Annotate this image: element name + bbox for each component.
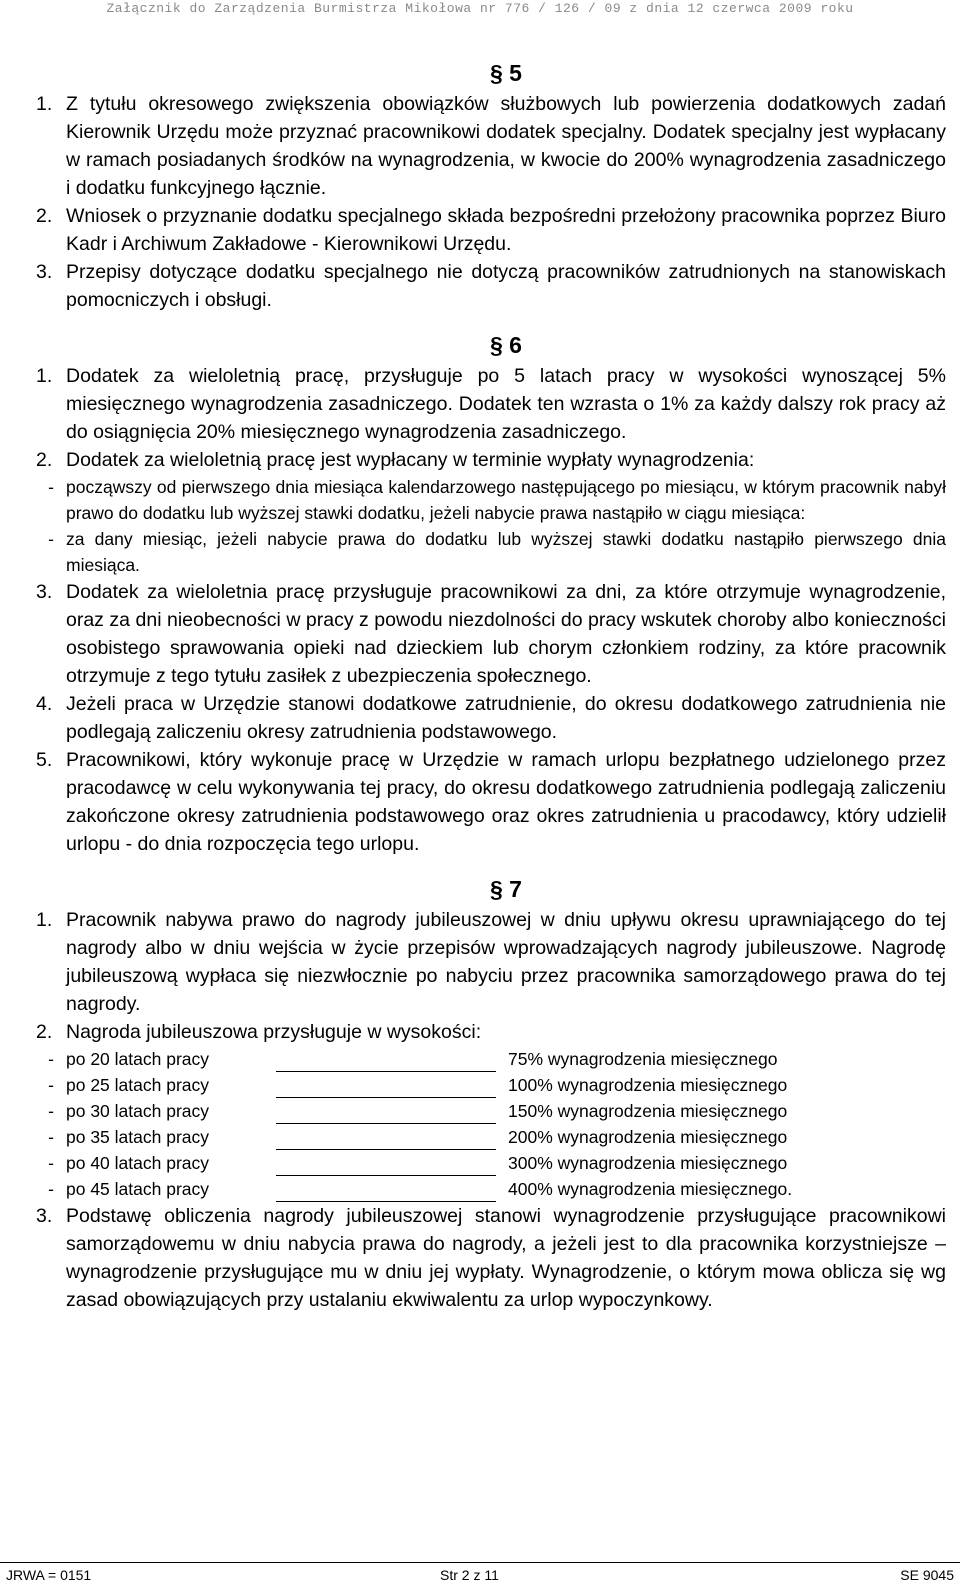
dash-marker: - <box>48 477 54 497</box>
paragraph-number: 1. <box>36 909 53 931</box>
paragraph-number: 4. <box>36 693 53 715</box>
document-footer <box>0 1562 960 1586</box>
dash-marker: - <box>48 529 54 549</box>
tier-label: po 45 latach pracy <box>66 1179 210 1199</box>
paragraph-number: 1. <box>36 365 53 387</box>
paragraph <box>36 362 946 446</box>
paragraph-text: Pracownikowi, który wykonuje pracę w Urzędzie w ramach urlopu bezpłatnego udzielonego przez pracodawcę w celu wykonywania tej pracy, do okresu dodatkowego zatrudnienia podlegają zaliczeniu zakończone okresy zatrudnienia podstawowego oraz okres zatrudnienia u pracodawcy, który udzielił urlopu - do dnia rozpoczęcia tego urlopu. <box>66 749 946 855</box>
paragraph <box>36 258 946 314</box>
paragraph-text: Dodatek za wieloletnia pracę przysługuje pracownikowi za dni, za które otrzymuje wynagrodzenie, oraz za dni nieobecności w pracy z powodu niezdolności do pracy wskutek choroby albo konieczności osobistego sprawowania opieki nad dzieckiem lub chorym członkiem rodziny, za które pracownik otrzymuje z tego tytułu zasiłek z ubezpieczenia społecznego. <box>66 581 946 687</box>
dash-marker: - <box>48 1049 54 1069</box>
paragraph <box>36 906 946 1018</box>
tier-value: 75% wynagrodzenia miesięcznego <box>508 1049 778 1069</box>
paragraph-text: Dodatek za wieloletnią pracę, przysługuje po 5 latach pracy w wysokości wynoszącej 5% miesięcznego wynagrodzenia zasadniczego. Dodatek ten wzrasta o 1% za każdy dalszy rok pracy aż do osiągnięcia 20% miesięcznego wynagrodzenia zasadniczego. <box>66 365 946 443</box>
paragraph <box>36 1202 946 1314</box>
section-title: § 7 <box>490 876 522 902</box>
footer-code: SE 9045 <box>900 1567 954 1583</box>
document-header: Załącznik do Zarządzenia Burmistrza Mikołowa nr 776 / 126 / 09 z dnia 12 czerwca 2009 roku <box>106 1 854 16</box>
paragraph-number: 2. <box>36 1021 53 1043</box>
dash-marker: - <box>48 1153 54 1173</box>
paragraph-text: Nagroda jubileuszowa przysługuje w wysokości: <box>66 1021 482 1043</box>
tier-label: po 30 latach pracy <box>66 1101 210 1121</box>
tier-label: po 25 latach pracy <box>66 1075 210 1095</box>
paragraph <box>36 446 946 474</box>
dash-marker: - <box>48 1101 54 1121</box>
paragraph-text: Z tytułu okresowego zwiększenia obowiązków służbowych lub powierzenia dodatkowych zadań Kierownik Urzędu może przyznać pracownikowi dodatek specjalny. Dodatek specjalny jest wypłacany w ramach posiadanych środków na wynagrodzenia, w kwocie do 200% wynagrodzenia zasadniczego i dodatku funkcyjnego łącznie. <box>66 93 946 199</box>
footer-jrwa: JRWA = 0151 <box>6 1567 92 1583</box>
sub-item <box>36 474 946 526</box>
paragraph-text: Wniosek o przyznanie dodatku specjalnego składa bezpośredni przełożony pracownika poprzez Biuro Kadr i Archiwum Zakładowe - Kierownikowi Urzędu. <box>66 205 946 255</box>
paragraph <box>36 690 946 746</box>
dash-marker: - <box>48 1179 54 1199</box>
tier-value: 400% wynagrodzenia miesięcznego. <box>508 1179 793 1199</box>
tier-underline <box>276 1182 496 1202</box>
jubilee-tier-row <box>36 1176 946 1202</box>
document-body <box>36 56 946 1314</box>
paragraph-number: 3. <box>36 261 53 283</box>
paragraph-text: Pracownik nabywa prawo do nagrody jubileuszowej w dniu upływu okresu uprawniającego do tej nagrody albo w dniu wejścia w życie przepisów wprowadzających nagrody jubileuszowe. Nagrodę jubileuszową wypłaca się niezwłocznie po nabyciu przez pracownika samorządowego prawa do tej nagrody. <box>66 909 946 1015</box>
paragraph-number: 1. <box>36 93 53 115</box>
tier-underline <box>276 1104 496 1124</box>
paragraph-number: 2. <box>36 449 53 471</box>
jubilee-tier-row <box>36 1046 946 1072</box>
paragraph-text: Dodatek za wieloletnią pracę jest wypłacany w terminie wypłaty wynagrodzenia: <box>66 449 755 471</box>
paragraph <box>36 1018 946 1046</box>
tier-label: po 35 latach pracy <box>66 1127 210 1147</box>
paragraph-text: Jeżeli praca w Urzędzie stanowi dodatkowe zatrudnienie, do okresu dodatkowego zatrudnienia nie podlegają zaliczeniu okresy zatrudnienia podstawowego. <box>66 693 946 743</box>
tier-underline <box>276 1156 496 1176</box>
paragraph <box>36 746 946 858</box>
dash-marker: - <box>48 1127 54 1147</box>
tier-underline <box>276 1078 496 1098</box>
dash-marker: - <box>48 1075 54 1095</box>
section-title: § 5 <box>490 60 522 86</box>
tier-value: 200% wynagrodzenia miesięcznego <box>508 1127 788 1147</box>
section-title: § 6 <box>490 332 522 358</box>
jubilee-tier-row <box>36 1150 946 1176</box>
paragraph <box>36 202 946 258</box>
tier-underline <box>276 1130 496 1150</box>
jubilee-tier-row <box>36 1072 946 1098</box>
paragraph <box>36 578 946 690</box>
paragraph-text: Przepisy dotyczące dodatku specjalnego nie dotyczą pracowników zatrudnionych na stanowiskach pomocniczych i obsługi. <box>66 261 946 311</box>
sub-item-text: za dany miesiąc, jeżeli nabycie prawa do dodatku lub wyższej stawki dodatku nastąpiło pierwszego dnia miesiąca. <box>66 529 946 575</box>
tier-value: 100% wynagrodzenia miesięcznego <box>508 1075 788 1095</box>
sub-item-text: począwszy od pierwszego dnia miesiąca kalendarzowego następującego po miesiącu, w którym pracownik nabył prawo do dodatku lub wyższej stawki dodatku, jeżeli nabycie prawa nastąpiło w ciągu miesiąca: <box>66 477 946 523</box>
jubilee-tier-row <box>36 1098 946 1124</box>
sub-item <box>36 526 946 578</box>
paragraph <box>36 90 946 202</box>
tier-label: po 40 latach pracy <box>66 1153 210 1173</box>
footer-page-number: Str 2 z 11 <box>440 1567 499 1583</box>
tier-value: 300% wynagrodzenia miesięcznego <box>508 1153 788 1173</box>
paragraph-number: 3. <box>36 581 53 603</box>
jubilee-tier-row <box>36 1124 946 1150</box>
paragraph-number: 2. <box>36 205 53 227</box>
tier-value: 150% wynagrodzenia miesięcznego <box>508 1101 788 1121</box>
paragraph-text: Podstawę obliczenia nagrody jubileuszowej stanowi wynagrodzenie przysługujące pracownikowi samorządowemu w dniu nabycia prawa do nagrody, a jeżeli jest to dla pracownika korzystniejsze – wynagrodzenie przysługujące mu w dniu jej wypłaty. Wynagrodzenie, o którym mowa oblicza się wg zasad obowiązujących przy ustalaniu ekwiwalentu za urlop wypoczynkowy. <box>66 1205 946 1311</box>
paragraph-number: 3. <box>36 1205 53 1227</box>
tier-underline <box>276 1052 496 1072</box>
tier-label: po 20 latach pracy <box>66 1049 210 1069</box>
paragraph-number: 5. <box>36 749 53 771</box>
